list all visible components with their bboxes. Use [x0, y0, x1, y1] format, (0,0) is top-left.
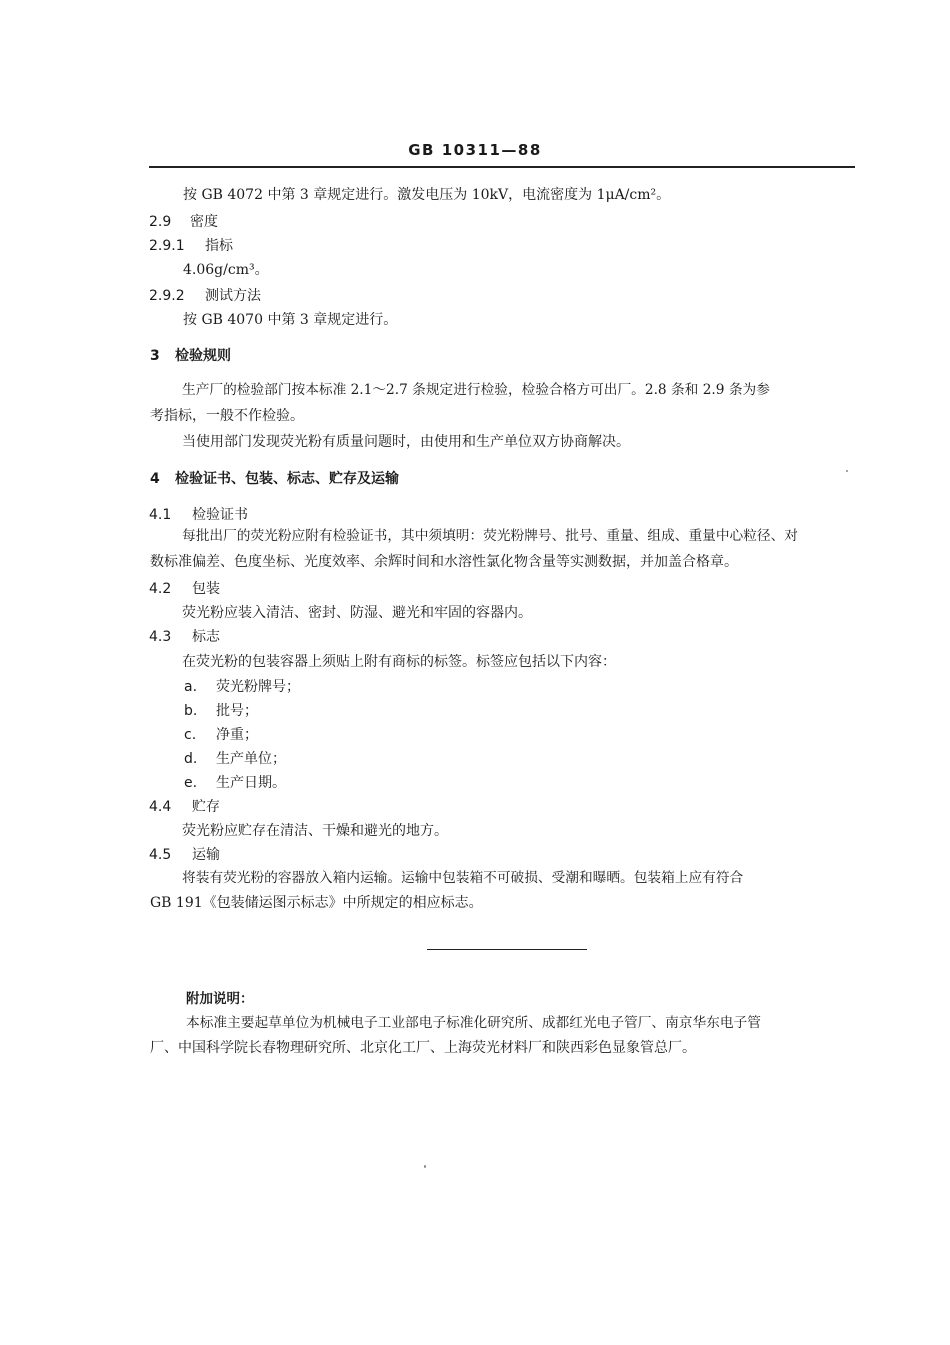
- section-title: 贮存: [192, 799, 220, 815]
- list-marker: d.: [184, 751, 198, 767]
- paragraph-line: 数标准偏差、色度坐标、光度效率、余辉时间和水溶性氯化物含量等实测数据，并加盖合格章。: [150, 554, 738, 570]
- note-title: 附加说明：: [186, 991, 254, 1007]
- section-number: 4.4: [149, 799, 172, 815]
- section-number: 4.1: [149, 507, 172, 523]
- section-number: 4.5: [149, 847, 172, 863]
- section-title: 检验规则: [175, 348, 231, 364]
- paragraph-line: 将装有荧光粉的容器放入箱内运输。运输中包装箱不可破损、受潮和曝晒。包装箱上应有符合: [182, 870, 744, 886]
- section-number: 4.2: [149, 581, 172, 597]
- page-header: GB 10311—88: [408, 141, 542, 159]
- paragraph-line: 本标准主要起草单位为机械电子工业部电子标准化研究所、成都红光电子管厂、南京华东电子管: [186, 1015, 761, 1031]
- section-title: 检验证书: [192, 507, 248, 523]
- section-title: 密度: [190, 214, 218, 230]
- list-marker: b.: [184, 703, 198, 719]
- list-marker: a.: [184, 679, 198, 695]
- paragraph-line: 厂、中国科学院长春物理研究所、北京化工厂、上海荧光材料厂和陕西彩色显象管总厂。: [150, 1040, 696, 1056]
- section-number: 2.9.1: [149, 238, 185, 254]
- section-title: 检验证书、包装、标志、贮存及运输: [175, 471, 399, 487]
- list-item: 生产单位；: [216, 751, 286, 767]
- list-marker: c.: [184, 727, 197, 743]
- paragraph-line: 按 GB 4072 中第 3 章规定进行。激发电压为 10kV，电流密度为 1μA/cm²。: [183, 187, 671, 203]
- end-rule: [427, 949, 587, 950]
- paragraph-line: 当使用部门发现荧光粉有质量问题时，由使用和生产单位双方协商解决。: [182, 434, 630, 450]
- section-title: 包装: [192, 581, 220, 597]
- section-title: 标志: [192, 629, 220, 645]
- section-number: 4: [150, 471, 160, 487]
- list-item: 荧光粉牌号；: [216, 679, 300, 695]
- section-number: 3: [150, 348, 160, 364]
- list-item: 生产日期。: [216, 775, 286, 791]
- scan-speck: [424, 1165, 426, 1168]
- paragraph-line: 考指标，一般不作检验。: [150, 408, 304, 424]
- paragraph-line: 生产厂的检验部门按本标准 2.1～2.7 条规定进行检验，检验合格方可出厂。2.8 条和 2.9 条为参: [182, 382, 770, 398]
- section-number: 4.3: [149, 629, 172, 645]
- section-title: 测试方法: [205, 288, 261, 304]
- header-rule: [149, 166, 855, 168]
- section-number: 2.9: [149, 214, 172, 230]
- section-title: 运输: [192, 847, 220, 863]
- paragraph-line: 荧光粉应贮存在清洁、干燥和避光的地方。: [182, 823, 448, 839]
- list-item: 批号；: [216, 703, 258, 719]
- paragraph-line: 在荧光粉的包装容器上须贴上附有商标的标签。标签应包括以下内容：: [182, 654, 616, 670]
- paragraph-line: 每批出厂的荧光粉应附有检验证书，其中须填明：荧光粉牌号、批号、重量、组成、重量中心粒径、对: [182, 528, 798, 544]
- section-number: 2.9.2: [149, 288, 185, 304]
- list-marker: e.: [184, 775, 198, 791]
- section-title: 指标: [205, 238, 233, 254]
- list-item: 净重；: [216, 727, 258, 743]
- paragraph-line: 按 GB 4070 中第 3 章规定进行。: [183, 312, 398, 328]
- paragraph-line: GB 191《包装储运图示标志》中所规定的相应标志。: [150, 895, 483, 911]
- paragraph-line: 4.06g/cm³。: [183, 262, 269, 278]
- paragraph-line: 荧光粉应装入清洁、密封、防湿、避光和牢固的容器内。: [182, 605, 532, 621]
- scan-speck: [846, 470, 848, 472]
